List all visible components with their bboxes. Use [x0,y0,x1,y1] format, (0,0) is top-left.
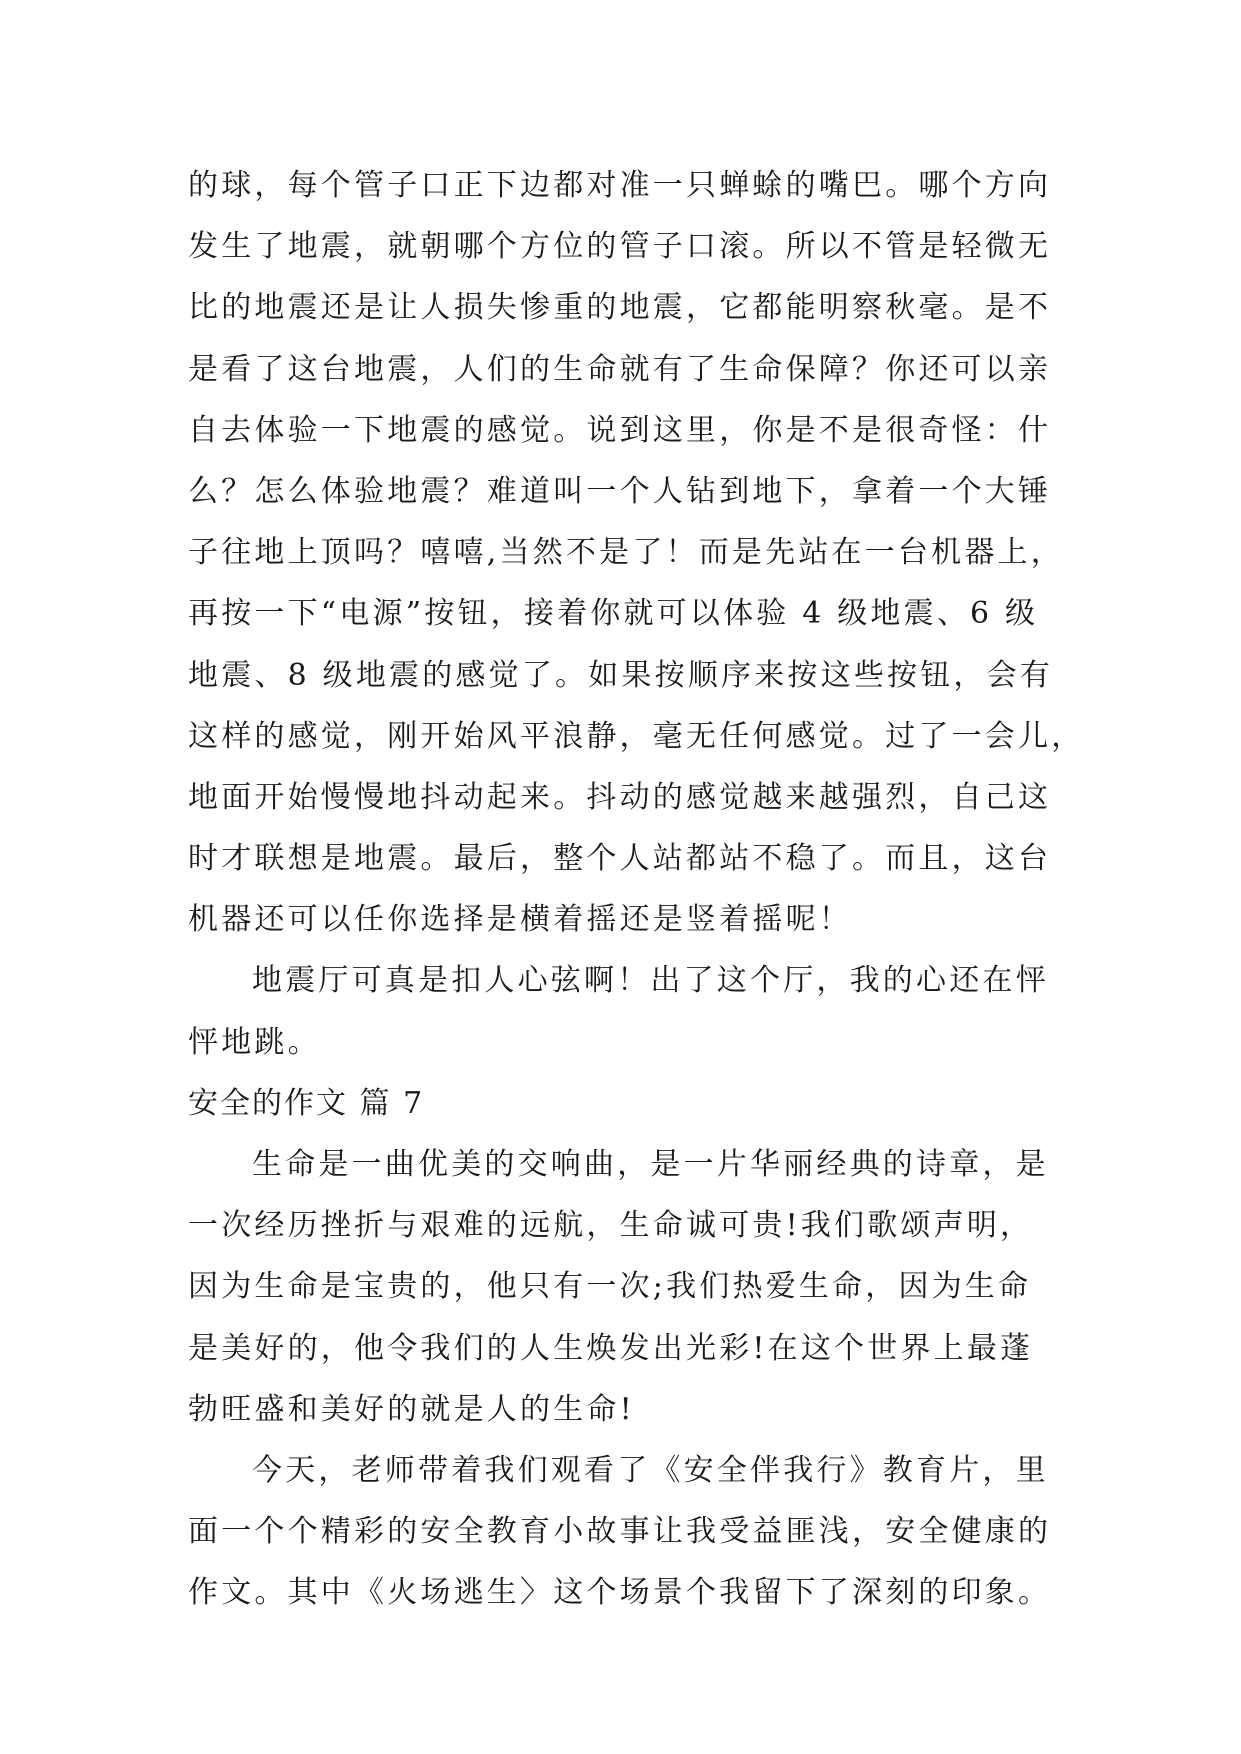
paragraph-first-line: 今天，老师带着我们观看了《安全伴我行》教育片，里 [252,1452,1049,1488]
text-line: 子往地上顶吗？嘻嘻,当然不是了！而是先站在一台机器上， [188,535,1064,571]
text-line: 因为生命是宝贵的，他只有一次;我们热爱生命，因为生命 [188,1269,1032,1305]
document-body [188,155,1085,1624]
text-line: 地震、8 级地震的感觉了。如果按顺序来按这些按钮，会有 [188,657,1054,693]
section-heading: 安全的作文 篇 7 [188,1085,425,1121]
text-line: 自去体验一下地震的感觉。说到这里，你是不是很奇怪：什 [188,412,1052,448]
paragraph-first-line: 生命是一曲优美的交响曲，是一片华丽经典的诗章，是 [252,1147,1049,1182]
text-line: 的球，每个管子口正下边都对准一只蝉蜍的嘴巴。哪个方向 [188,168,1052,203]
text-line: 怦地跳。 [188,1024,321,1060]
paragraph-first-line: 地震厅可真是扣人心弦啊！出了这个厅，我的心还在怦 [252,963,1049,999]
text-line: 一次经历挫折与艰难的远航，生命诚可贵!我们歌颂声明， [188,1208,1034,1244]
text-line: 勃旺盛和美好的就是人的生命! [188,1391,635,1427]
text-line: 机器还可以任你选择是横着摇还是竖着摇呢！ [188,902,852,938]
text-line: 比的地震还是让人损失惨重的地震，它都能明察秋毫。是不 [188,290,1052,326]
text-line: 发生了地震，就朝哪个方位的管子口滚。所以不管是轻微无 [188,229,1052,265]
text-line: 这样的感觉，刚开始风平浪静，毫无任何感觉。过了一会儿， [188,718,1085,754]
text-line: 时才联想是地震。最后，整个人站都站不稳了。而且，这台 [188,841,1052,877]
text-line: 作文。其中《火场逃生〉这个场景个我留下了深刻的印象。 [188,1575,1052,1611]
text-line: 再按一下“电源”按钮，接着你就可以体验 4 级地震、6 级 [188,596,1039,632]
text-line: 面一个个精彩的安全教育小故事让我受益匪浅，安全健康的 [188,1514,1052,1550]
text-line: 么？怎么体验地震？难道叫一个人钻到地下，拿着一个大锤 [188,473,1052,509]
text-line: 是看了这台地震，人们的生命就有了生命保障？你还可以亲 [188,351,1052,387]
text-line: 是美好的，他令我们的人生焕发出光彩!在这个世界上最蓬 [188,1330,1034,1366]
text-line: 地面开始慢慢地抖动起来。抖动的感觉越来越强烈，自己这 [188,779,1052,815]
